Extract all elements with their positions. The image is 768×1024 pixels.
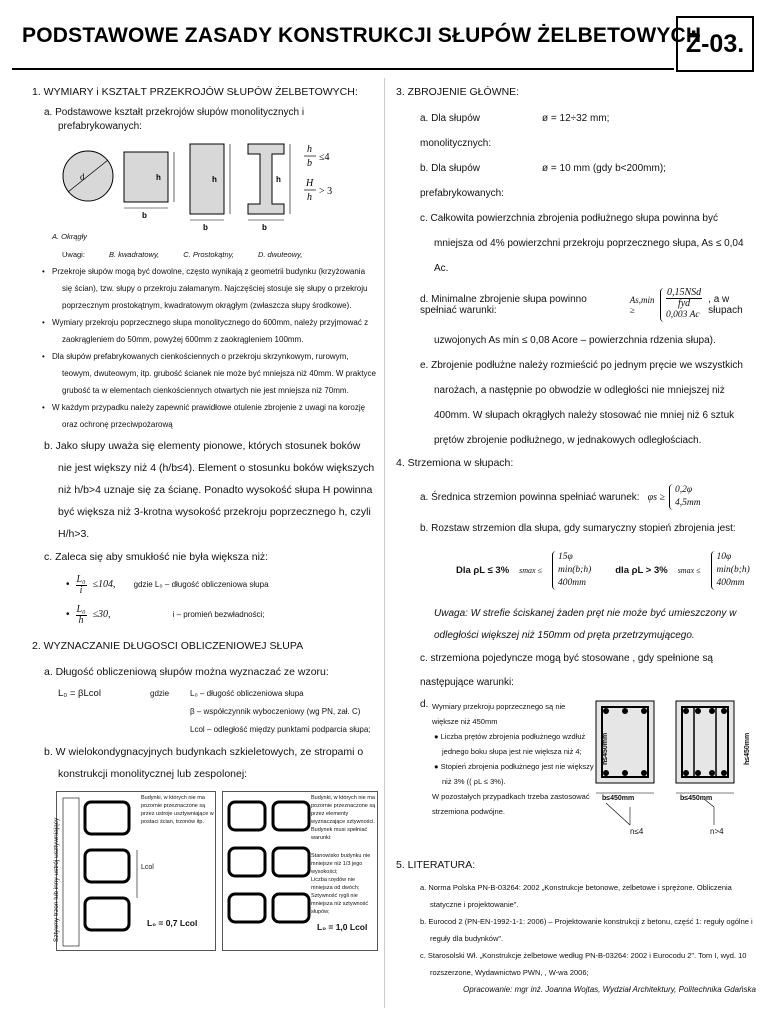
spacing-formulas [396,541,756,599]
ratio-h: h [307,144,312,155]
slender-note-1: gdzie L₀ – długość obliczeniowa słupa [133,580,269,589]
condition-item: Sztywność rygli nie mniejsza niż sztywność słupów; [311,893,369,915]
label-b-rect: b [203,223,208,232]
spacing-left-opt: 400mm [558,577,586,588]
as-min-option-2: 0,003 Ac [665,310,700,320]
caption-round: A. Okrągły [52,232,88,241]
uwagi-label: Uwagi: [62,250,85,259]
section-3d-cont: uzwojonych As min ≤ 0,08 Acore – powierzchnia rdzenia słupa). [434,335,716,346]
spacing-left-opt: 15φ [558,551,573,562]
section-3d-label: d. Minimalne zbrojenie słupa powinno spełniać warunki: [420,294,587,316]
as-min-lhs: As,min ≥ [629,295,655,315]
section-3c: c. Całkowita powierzchnia zbrojenia podłużnego słupa powinna być mniejsza od 4% powierzchni przekroju poprzecznego słupa, As ≤ 0,04 Ac. [420,213,744,274]
section-3d-tail: , a w słupach [708,294,743,316]
slender-cond-2: ≤30, [92,609,111,620]
cross-section-shapes [52,134,376,252]
braced-side-label: Sztywny trzon lub inny ustrój usztywniający [53,817,60,942]
literature-item: c. Starosolski Wł. „Konstrukcje żelbetowe według PN-B-03264: 2002 i Eurocodu 2". Tom I, wyd. 10 rozszerzone, Wydawnictwo PWN, , W-wa 2006; [420,951,747,977]
section-4-title: 4. Strzemiona w słupach: [396,457,514,469]
diag1-n: n≤4 [630,827,644,836]
unbraced-note: Budynki, w których nie ma pozornie przeznaczone są przez elementy wyznaczające sztywności. Budynek musi spełniać warunki: [311,795,376,841]
ratio-le-4: ≤4 [319,152,330,163]
right-column [396,80,756,994]
ratio-H: H [306,178,314,189]
spacing-right-opt: 400mm [716,577,745,588]
frac-l0-h: $\frac{\text{L₀}}{h}$ [76,603,86,626]
section-4d [396,695,756,855]
spacing-left-brace [552,551,591,590]
caption-rect: C. Prostokątny, [183,250,234,259]
slender-cond-1: ≤104, [92,579,116,590]
phi-s-brace [669,484,701,510]
note-item: • W każdym przypadku należy zapewnić prawidłowe otulenie zbrojenie z uwagi na korozję oraz ochronę przeciwpożarową [22,399,376,433]
formula-lo: L₀ = βLcol [58,688,101,699]
spacing-left-label: Dla ρL ≤ 3% [456,564,510,576]
caption-square: B. kwadratowy, [108,250,160,259]
left-column [22,80,376,956]
spacing-left-smax: smax ≤ [519,565,542,575]
section-3e: e. Zbrojenie podłużne należy rozmieścić po jednym pręcie we wszystkich narożach, a następnie po obwodzie w odległości nie mniejszej niż 400mm. W słupach okrągłych należy stosować nie mniej niż 6 sztuk prętów zbrojenie podłużnego, w jednakowych odległościach. [420,360,743,446]
section-3ab [396,106,756,206]
spacing-right-opt: 10φ [716,551,732,562]
notes-list [22,263,376,433]
section-3b-value: ø = 10 mm (gdy b<200mm); [542,163,666,174]
cross-section-svg [62,134,362,252]
rectangular-section [190,144,224,214]
note-item: • Przekroje słupów mogą być dowolne, często wynikają z geometrii budynku (krzyżowania się ścian), tzw. słupy o przekroju załamanym. Najczęściej stosuje się słupy o przekroju poprzecznym prostokątnym, kwadratowym okrągłym (zwłaszcza słupy środkowe). [22,263,376,314]
literature-list [396,879,756,981]
section-3d [396,281,756,329]
braced-formula: L₀ = 0,7 Lcol [147,918,198,928]
diag2-h: h≤450mm [744,732,751,765]
section-4d-label: d. [420,699,429,710]
label-b-square: b [142,211,147,220]
section-3a-label: a. Dla słupów monolitycznych: [420,113,492,149]
lcol-label: Lcol [141,864,154,871]
page-title: PODSTAWOWE ZASADY KONSTRUKCJI SŁUPÓW ŻELBETOWYCH [22,24,702,47]
as-min-frac: $\frac{\text{0,15NSd}}{\text{fyd}}$ [666,287,702,309]
literature-item: a. Norma Polska PN-B-03264: 2002 „Konstrukcje betonowe, żelbetowe i sprężone. Obliczenia statyczne i projektowanie". [420,883,732,909]
section-4a-text: a. Średnica strzemion powinna spełniać warunek: [420,491,640,503]
slender-note-2: i – promień bezwładności; [172,610,265,619]
spacing-right-smax: smax ≤ [677,565,701,575]
stirrup-diagram-double [674,699,756,839]
section-3a [396,106,756,156]
section-4d-bullet: ● Stopień zbrojenia podłużnego jest nie większy niż 3% (( ρL ≤ 3%). [434,762,594,786]
literature-item: b. Eurocod 2 (PN-EN-1992-1-1: 2006) – Projektowanie konstrukcji z betonu, część 1: reguły ogólne i reguły dla budynków". [420,917,753,943]
diag1-h: h≤450mm [602,732,609,765]
section-3b [396,156,756,206]
label-h-i: h [276,175,281,184]
section-2a: a. Długość obliczeniową słupów można wyznaczać ze wzoru: [44,666,329,678]
label-h-square: h [156,173,161,182]
document-code: Ż-03. [676,16,754,72]
condition-item: Stanowisko budynku nie mniejsze niż 1/3 jego wysokości; [311,853,371,875]
note-item: • Wymiary przekroju poprzecznego słupa monolitycznego do 600mm, należy przyjmować z zaokrągleniem do 50mm, powyżej 600mm z zaokrągleniem 100mm. [22,314,376,348]
as-min-brace [660,288,702,322]
section-2b: b. W wielokondygnacyjnych budynkach szkieletowych, ze stropami o konstrukcji monolitycznej lub zespolonej: [44,746,364,780]
section-3a-value: ø = 12÷32 mm; [542,113,610,124]
frame-figure-unbraced [222,791,378,951]
section-4d-text [432,699,594,819]
phi-s-option-2: 4,5mm [674,498,701,508]
ratio-b: b [307,158,312,169]
phi-s-lhs: φs ≥ [647,491,665,503]
section-4d-item: W pozostałych przypadkach trzeba zastosować strzemiona podwójne. [432,792,590,816]
author-credit: Opracowanie: mgr inż. Joanna Wojtas, Wydział Architektury, Politechnika Gdańska [462,985,756,994]
stirrup-diagram-single [594,699,664,839]
label-b-i: b [262,223,267,232]
label-d: d [80,172,85,182]
section-4d-item: Wymiary przekroju poprzecznego są nie większe niż 450mm [432,702,566,726]
diag2-n: n>4 [710,827,724,836]
section-1a: a. Podstawowe kształt przekrojów słupów monolitycznych i prefabrykowanych: [44,107,305,132]
label-h-rect: h [212,175,217,184]
section-1c: c. Zaleca się aby smukłość nie była większa niż: [44,551,269,563]
section-4c: c. strzemiona pojedyncze mogą być stosowane , gdy spełnione są następujące warunki: [420,653,713,688]
section-5-title: 5. LITERATURA: [396,859,476,871]
frame-figures [22,791,376,956]
section-4d-bullet: ● Liczba prętów zbrojenia podłużnego wzdłuż jednego boku słupa jest nie większa niż 4; [434,732,586,756]
slenderness-row-2: • $\frac{\text{L₀}}{h}$ ≤30, i – promień bezwładności; [66,600,376,630]
frac-l0-i: $\frac{\text{L₀}}{i}$ [76,573,86,596]
section-1-title: 1. WYMIARY i KSZTAŁT PRZEKROJÓW SŁUPÓW ŻELBETOWYCH: [32,86,358,98]
section-4a [396,477,756,517]
section-3-title: 3. ZBROJENIE GŁÓWNE: [396,86,520,98]
square-section [124,152,168,202]
diag1-b: b≤450mm [602,795,635,802]
section-3b-label: b. Dla słupów prefabrykowanych: [420,163,504,199]
formula-note-2: β – współczynnik wyboczeniowy (wg PN, zał. C) [190,707,361,716]
warning-note: Uwaga: W strefie ściskanej żaden pręt nie może być umieszczony w odległości większej niż 150mm od pręta przetrzymującego. [434,608,737,641]
slenderness-row-1: • $\frac{\text{L₀}}{i}$ ≤104, gdzie L₀ – długość obliczeniowa słupa [66,570,376,600]
diag2-b: b≤450mm [680,795,713,802]
formula-gdzie: gdzie [150,689,170,698]
section-2-title: 2. WYZNACZANIE DŁUGOSCI OBLICZENIOWEJ SŁUPA [32,640,304,652]
slenderness-block [22,570,376,630]
frame-figure-braced [53,791,216,951]
ratio-h2: h [307,192,312,203]
formula-note-3: Lcol – odległość między punktami podparcia słupa; [190,725,371,734]
spacing-right-label: dla ρL > 3% [615,564,668,576]
braced-note: Budynki, w których nie ma pozornie przeznaczone są przez ustroje usztywniające w postaci ścian, trzonów itp. [141,795,214,825]
spacing-right-brace [711,551,750,590]
ratio-gt-3: > 3 [319,186,333,197]
unbraced-conditions [311,852,377,916]
lo-formula-block [22,685,376,741]
condition-item: Liczba rzędów nie mniejsza od dwóch; [311,877,360,891]
phi-s-option-1: 0,2φ [674,485,693,495]
formula-note-1: L₀ – długość obliczeniowa słupa [190,689,304,698]
spacing-right-opt: min(b;h) [716,564,750,575]
section-1b: b. Jako słupy uważa się elementy pionowe, których stosunek boków nie jest większy niż 4 (h/b≤4). Element o stosunku boków większych niż h/b>4 uznaje się za ścianę. Ponadto wysokość słupa H powinna być większa niż 3-krotna wysokość przekroju poprzecznego h, czyli H/h>3. [44,440,375,540]
spacing-left-opt: min(b;h) [558,564,592,575]
unbraced-formula: L₀ = 1,0 Lcol [317,922,368,932]
column-divider [384,78,385,1008]
caption-i: D. dwuteowy, [257,250,303,259]
header-divider [12,68,674,70]
section-4b: b. Rozstaw strzemion dla słupa, gdy sumaryczny stopień zbrojenia jest: [420,523,736,534]
note-item: • Dla słupów prefabrykowanych cienkościennych o przekroju skrzynkowym, rurowym, teowym, dwuteowym, itp. grubość ścianek nie może być mniejsza niż 40mm. W praktyce grubość ta w elementach cienkościennych otwartych nie jest mniejsza niż 70mm. [22,348,376,399]
